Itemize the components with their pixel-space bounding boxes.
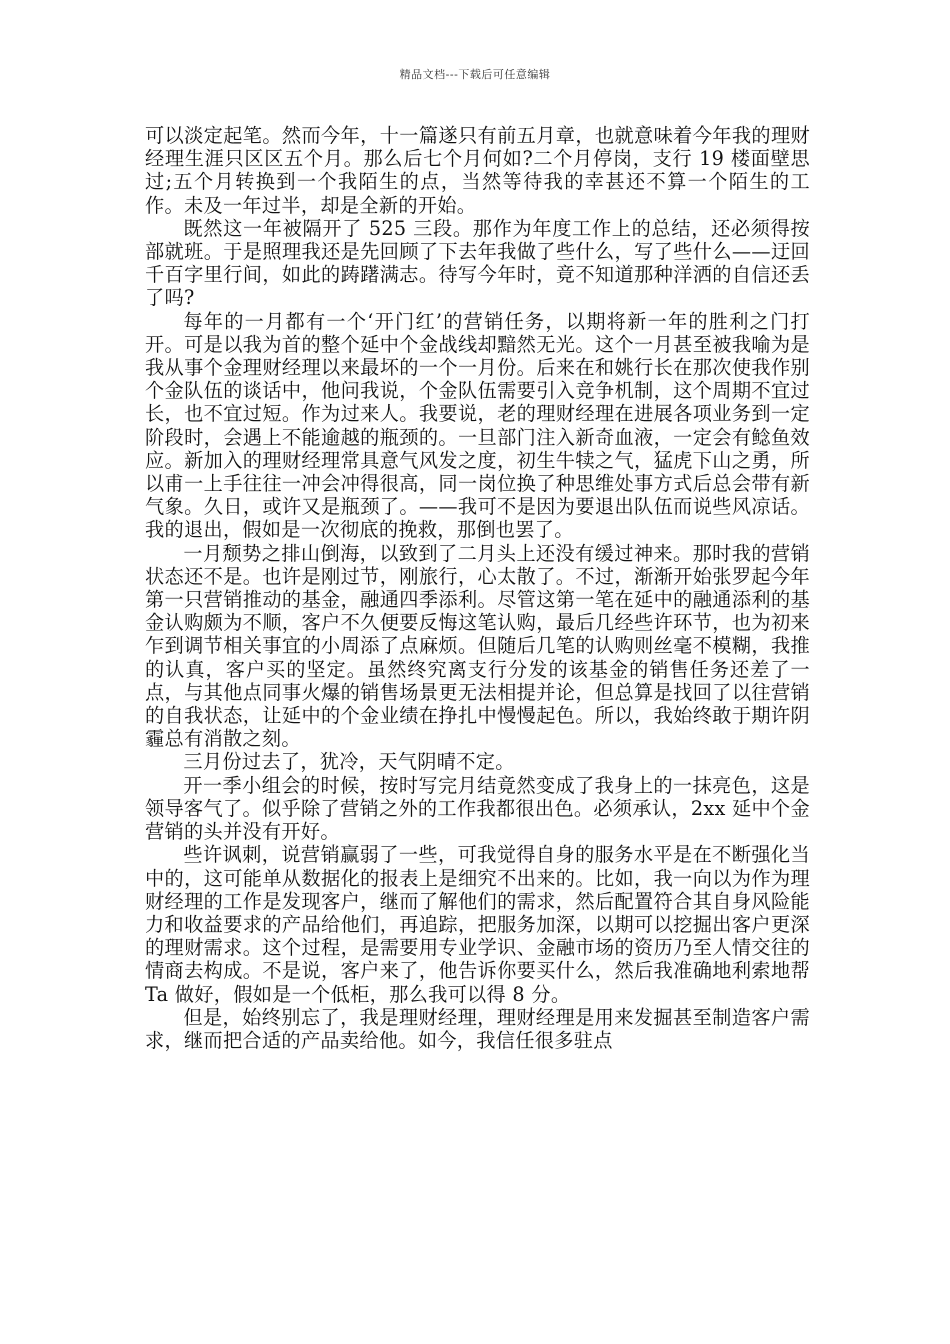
paragraph-7: 些许讽刺，说营销赢弱了一些，可我觉得自身的服务水平是在不断强化当中的，这可能单从数据化的报表上是细究不出来的。比如，我一向以为作为理财经理的工作是发现客户，继而了解他们的需求，然后配置符合其自身风险能力和收益要求的产品给他们，再追踪，把服务加深，以期可以挖掘出客户更深的理财需求。这个过程，是需要用专业学识、金融市场的资历乃至人情交往的情商去构成。不是说，客户来了，他告诉你要买什么，然后我准确地利索地帮 Ta 做好，假如是一个低柜，那么我可以得 8 分。 [145, 843, 810, 1006]
document-body [145, 124, 810, 1052]
paragraph-5: 三月份过去了，犹冷，天气阴晴不定。 [183, 750, 515, 774]
paragraph-2: 既然这一年被隔开了 525 三段。那作为年度工作上的总结，还必须得按部就班。于是照理我还是先回顾了下去年我做了些什么，写了些什么——迂回千百字里行间，如此的踌躇满志。待写今年时，竟不知道那种洋洒的自信还丢了吗? [145, 216, 810, 310]
paragraph-1: 可以淡定起笔。然而今年，十一篇遂只有前五月章，也就意味着今年我的理财经理生涯只区区五个月。那么后七个月何如?二个月停岗，支行 19 楼面壁思过;五个月转换到一个我陌生的点，当然等待我的幸甚还不算一个陌生的工作。未及一年过半，却是全新的开始。 [145, 124, 810, 217]
paragraph-8: 但是，始终别忘了，我是理财经理，理财经理是用来发掘甚至制造客户需求，继而把合适的产品卖给他。如今，我信任很多驻点 [145, 1005, 810, 1052]
page-header: 精品文档---下载后可任意编辑 [399, 68, 551, 81]
paragraph-3: 每年的一月都有一个‘开门红’的营销任务，以期将新一年的胜利之门打开。可是以我为首的整个延中个金战线却黯然无光。这个一月甚至被我喻为是我从事个金理财经理以来最坏的一个一月份。后来在和姚行长在那次使我作别个金队伍的谈话中，他问我说，个金队伍需要引入竞争机制，这个周期不宜过长，也不宜过短。作为过来人。我要说，老的理财经理在进展各项业务到一定阶段时，会遇上不能逾越的瓶颈的。一旦部门注入新奇血液，一定会有鲶鱼效应。新加入的理财经理常具意气风发之度，初生牛犊之气，猛虎下山之勇，所以甫一上手往往一冲会冲得很高，同一岗位换了种思维处事方式后总会带有新气象。久日，或许又是瓶颈了。——我可不是因为要退出队伍而说些风凉话。我的退出，假如是一次彻底的挽救，那倒也罢了。 [145, 309, 810, 542]
paragraph-4: 一月颓势之排山倒海，以致到了二月头上还没有缓过神来。那时我的营销状态还不是。也许是刚过节，刚旅行，心太散了。不过，渐渐开始张罗起今年第一只营销推动的基金，融通四季添利。尽管这第一笔在延中的融通添利的基金认购颇为不顺，客户不久便要反悔这笔认购，最后几经些许环节，也为初来乍到调节相关事宜的小周添了点麻烦。但随后几笔的认购则丝毫不模糊，我推的认真，客户买的坚定。虽然终究离支行分发的该基金的销售任务还差了一点，与其他点同事火爆的销售场景更无法相提并论，但总算是找回了以往营销的自我状态，让延中的个金业绩在挣扎中慢慢起色。所以，我始终敢于期许阴霾总有消散之刻。 [145, 541, 810, 751]
paragraph-6: 开一季小组会的时候，按时写完月结竟然变成了我身上的一抹亮色，这是领导客气了。似乎除了营销之外的工作我都很出色。必须承认，2xx 延中个金营销的头并没有开好。 [145, 773, 810, 844]
